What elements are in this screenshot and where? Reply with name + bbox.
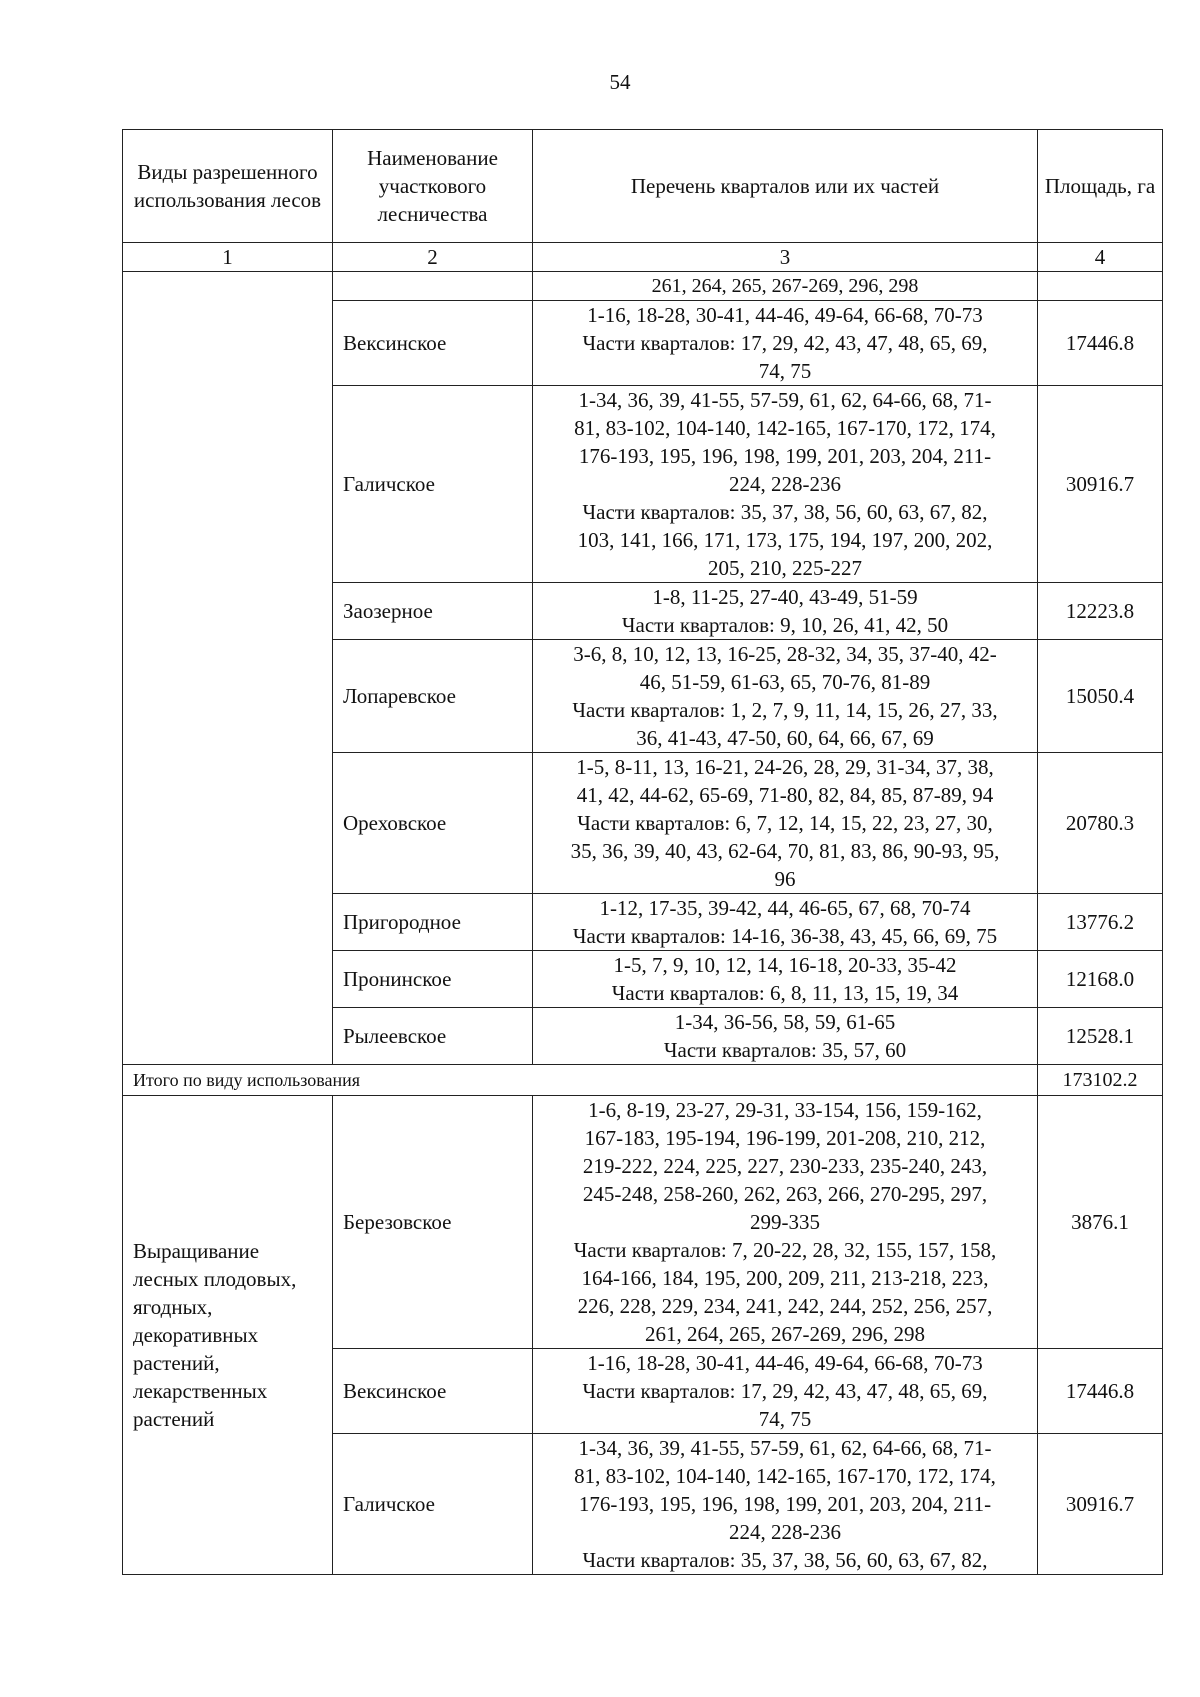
quarters-cell bbox=[533, 386, 1038, 583]
quarters-cell bbox=[533, 1349, 1038, 1434]
quarters-line: 299-335 bbox=[750, 1210, 820, 1234]
quarters-line: Части кварталов: 35, 37, 38, 56, 60, 63, 67, 82, bbox=[582, 500, 988, 524]
forestry-name: Галичское bbox=[333, 1434, 533, 1575]
quarters-cell bbox=[533, 753, 1038, 894]
forestry-name: Пригородное bbox=[333, 894, 533, 951]
quarters-line: 35, 36, 39, 40, 43, 62-64, 70, 81, 83, 86, 90-93, 95, bbox=[570, 839, 1000, 863]
column-number: 3 bbox=[533, 243, 1038, 272]
area-value: 17446.8 bbox=[1038, 301, 1163, 386]
quarters-cell bbox=[533, 301, 1038, 386]
quarters-cell bbox=[533, 640, 1038, 753]
total-value: 173102.2 bbox=[1038, 1065, 1163, 1096]
quarters-line: 1-34, 36, 39, 41-55, 57-59, 61, 62, 64-66, 68, 71- bbox=[578, 1436, 992, 1460]
quarters-cell bbox=[533, 583, 1038, 640]
quarters-line: Части кварталов: 35, 57, 60 bbox=[663, 1038, 907, 1062]
area-value: 30916.7 bbox=[1038, 386, 1163, 583]
quarters-line: 96 bbox=[774, 867, 796, 891]
use-kind: Выращивание лесных плодовых, ягодных, декоративных растений, лекарственных растений bbox=[123, 1096, 333, 1575]
quarters-line: 3-6, 8, 10, 12, 13, 16-25, 28-32, 34, 35, 37-40, 42- bbox=[573, 642, 997, 666]
area-value: 3876.1 bbox=[1038, 1096, 1163, 1349]
quarters-line: 1-12, 17-35, 39-42, 44, 46-65, 67, 68, 70-74 bbox=[599, 896, 971, 920]
area-cell bbox=[1038, 272, 1163, 301]
forestry-name: Рылеевское bbox=[333, 1008, 533, 1065]
quarters-cell bbox=[533, 1096, 1038, 1349]
forestry-name: Пронинское bbox=[333, 951, 533, 1008]
quarters-line: 1-16, 18-28, 30-41, 44-46, 49-64, 66-68, 70-73 bbox=[587, 1351, 983, 1375]
quarters-line: 1-8, 11-25, 27-40, 43-49, 51-59 bbox=[652, 585, 918, 609]
area-value: 15050.4 bbox=[1038, 640, 1163, 753]
column-number: 4 bbox=[1038, 243, 1163, 272]
column-number: 1 bbox=[123, 243, 333, 272]
area-value: 30916.7 bbox=[1038, 1434, 1163, 1575]
quarters-line: 74, 75 bbox=[758, 359, 812, 383]
forestry-name: Ореховское bbox=[333, 753, 533, 894]
quarters-line: 1-5, 8-11, 13, 16-21, 24-26, 28, 29, 31-34, 37, 38, bbox=[576, 755, 994, 779]
area-value: 17446.8 bbox=[1038, 1349, 1163, 1434]
area-value: 20780.3 bbox=[1038, 753, 1163, 894]
quarters-line: Части кварталов: 35, 37, 38, 56, 60, 63, 67, 82, bbox=[582, 1548, 988, 1572]
forest-use-table bbox=[122, 129, 1163, 1575]
quarters-line: 261, 264, 265, 267-269, 296, 298 bbox=[645, 1322, 925, 1346]
quarters-line: 81, 83-102, 104-140, 142-165, 167-170, 172, 174, bbox=[574, 416, 996, 440]
quarters-line: 164-166, 184, 195, 200, 209, 211, 213-218, 223, bbox=[581, 1266, 989, 1290]
quarters-line: 103, 141, 166, 171, 173, 175, 194, 197, 200, 202, bbox=[577, 528, 993, 552]
quarters-line: 205, 210, 225-227 bbox=[708, 556, 862, 580]
total-row bbox=[123, 1065, 1163, 1096]
quarters-line: Части кварталов: 9, 10, 26, 41, 42, 50 bbox=[621, 613, 949, 637]
section-2-body bbox=[123, 1096, 1163, 1575]
header-row bbox=[123, 130, 1163, 243]
quarters-line: 176-193, 195, 196, 198, 199, 201, 203, 204, 211- bbox=[578, 1492, 992, 1516]
quarters-cell bbox=[533, 894, 1038, 951]
quarters-line: 219-222, 224, 225, 227, 230-233, 235-240, 243, bbox=[582, 1154, 988, 1178]
quarters-line: 1-6, 8-19, 23-27, 29-31, 33-154, 156, 159-162, bbox=[588, 1098, 982, 1122]
header-quarters: Перечень кварталов или их частей bbox=[533, 130, 1038, 243]
area-value: 12223.8 bbox=[1038, 583, 1163, 640]
quarters-line: 245-248, 258-260, 262, 263, 266, 270-295, 297, bbox=[582, 1182, 988, 1206]
quarters-line: 226, 228, 229, 234, 241, 242, 244, 252, 256, 257, bbox=[577, 1294, 993, 1318]
column-number-row bbox=[123, 243, 1163, 272]
quarters-line: Части кварталов: 7, 20-22, 28, 32, 155, 157, 158, bbox=[573, 1238, 997, 1262]
section-1-body bbox=[123, 272, 1163, 1096]
quarters-line: Части кварталов: 6, 8, 11, 13, 15, 19, 34 bbox=[611, 981, 959, 1005]
table-row bbox=[123, 1096, 1163, 1349]
continuation-row bbox=[123, 272, 1163, 301]
quarters-cell bbox=[533, 951, 1038, 1008]
header-forestry: Наименование участкового лесничества bbox=[333, 130, 533, 243]
use-kind-cell bbox=[123, 272, 333, 1065]
column-number: 2 bbox=[333, 243, 533, 272]
quarters-line: 224, 228-236 bbox=[729, 472, 841, 496]
quarters-line: 81, 83-102, 104-140, 142-165, 167-170, 172, 174, bbox=[574, 1464, 996, 1488]
header-area: Площадь, га bbox=[1038, 130, 1163, 243]
area-value: 12168.0 bbox=[1038, 951, 1163, 1008]
quarters-cell bbox=[533, 1008, 1038, 1065]
quarters-line: 1-34, 36, 39, 41-55, 57-59, 61, 62, 64-66, 68, 71- bbox=[578, 388, 992, 412]
forestry-name: Вексинское bbox=[333, 1349, 533, 1434]
quarters-cell bbox=[533, 1434, 1038, 1575]
quarters-continuation: 261, 264, 265, 267-269, 296, 298 bbox=[533, 272, 1038, 301]
header-kind: Виды разрешенного использования лесов bbox=[123, 130, 333, 243]
quarters-line: 74, 75 bbox=[758, 1407, 812, 1431]
quarters-line: 46, 51-59, 61-63, 65, 70-76, 81-89 bbox=[639, 670, 931, 694]
area-value: 13776.2 bbox=[1038, 894, 1163, 951]
quarters-line: Части кварталов: 1, 2, 7, 9, 11, 14, 15, 26, 27, 33, bbox=[572, 698, 998, 722]
quarters-line: Части кварталов: 17, 29, 42, 43, 47, 48, 65, 69, bbox=[582, 1379, 988, 1403]
quarters-line: Части кварталов: 14-16, 36-38, 43, 45, 66, 69, 75 bbox=[572, 924, 998, 948]
page-number: 54 bbox=[609, 70, 631, 94]
quarters-line: Части кварталов: 6, 7, 12, 14, 15, 22, 23, 27, 30, bbox=[577, 811, 993, 835]
quarters-line: 1-34, 36-56, 58, 59, 61-65 bbox=[674, 1010, 896, 1034]
forestry-name: Лопаревское bbox=[333, 640, 533, 753]
total-label: Итого по виду использования bbox=[123, 1065, 1038, 1096]
quarters-line: 1-5, 7, 9, 10, 12, 14, 16-18, 20-33, 35-42 bbox=[613, 953, 957, 977]
quarters-line: 176-193, 195, 196, 198, 199, 201, 203, 204, 211- bbox=[578, 444, 992, 468]
quarters-line: 167-183, 195-194, 196-199, 201-208, 210, 212, bbox=[584, 1126, 986, 1150]
forestry-name: Березовское bbox=[333, 1096, 533, 1349]
forestry-name: Галичское bbox=[333, 386, 533, 583]
quarters-line: 1-16, 18-28, 30-41, 44-46, 49-64, 66-68, 70-73 bbox=[587, 303, 983, 327]
quarters-line: 41, 42, 44-62, 65-69, 71-80, 82, 84, 85, 87-89, 94 bbox=[576, 783, 994, 807]
quarters-line: Части кварталов: 17, 29, 42, 43, 47, 48, 65, 69, bbox=[582, 331, 988, 355]
forestry-name: Заозерное bbox=[333, 583, 533, 640]
area-value: 12528.1 bbox=[1038, 1008, 1163, 1065]
quarters-line: 36, 41-43, 47-50, 60, 64, 66, 67, 69 bbox=[636, 726, 934, 750]
forestry-name: Вексинское bbox=[333, 301, 533, 386]
quarters-line: 224, 228-236 bbox=[729, 1520, 841, 1544]
forestry-name-cell bbox=[333, 272, 533, 301]
